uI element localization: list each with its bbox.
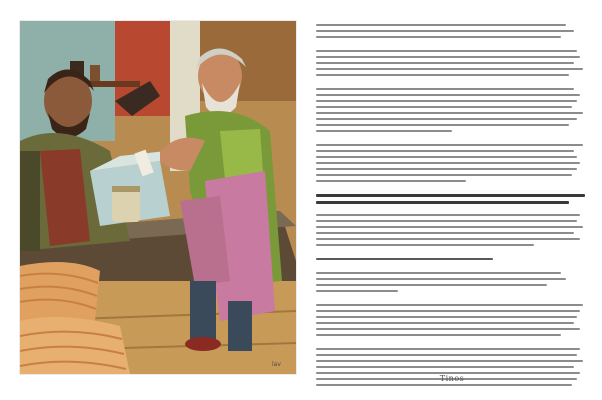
text-line (316, 50, 577, 52)
text-line (316, 232, 574, 234)
paragraph (316, 348, 588, 390)
text-line (316, 174, 572, 176)
illustration-drawing (20, 21, 296, 374)
text-line (316, 284, 547, 286)
illustration-corner-mark: lav (272, 361, 281, 368)
paragraph (316, 24, 588, 42)
text-line (316, 348, 580, 350)
paragraph (316, 272, 588, 296)
text-line (316, 272, 561, 274)
text-line (316, 194, 585, 197)
text-line (316, 36, 561, 38)
text-line (316, 180, 466, 182)
text-line (316, 238, 580, 240)
illustration (20, 21, 296, 374)
text-line (316, 322, 574, 324)
text-line (316, 124, 569, 126)
paragraph (316, 144, 588, 186)
text-line (316, 226, 583, 228)
page-footer: Tinos (439, 374, 465, 383)
text-line (316, 366, 574, 368)
text-line (316, 354, 577, 356)
text-line (316, 88, 574, 90)
text-line (316, 162, 580, 164)
paragraph (316, 194, 588, 208)
text-line (316, 100, 577, 102)
text-line (316, 24, 566, 26)
text-line (316, 150, 574, 152)
text-line (316, 290, 398, 292)
paragraph (316, 258, 588, 264)
text-line (316, 68, 583, 70)
text-line (316, 62, 574, 64)
text-line (316, 244, 534, 246)
text-line (316, 360, 583, 362)
text-line (316, 220, 577, 222)
text-line (316, 214, 580, 216)
text-line (316, 106, 572, 108)
text-line (316, 112, 583, 114)
text-page (316, 20, 588, 382)
text-line (316, 334, 561, 336)
text-line (316, 258, 493, 260)
text-line (316, 384, 572, 386)
text-line (316, 94, 580, 96)
text-line (316, 30, 574, 32)
text-line (316, 328, 580, 330)
text-line (316, 304, 583, 306)
text-line (316, 156, 577, 158)
text-line (316, 278, 566, 280)
text-line (316, 56, 580, 58)
text-line (316, 118, 577, 120)
paragraph (316, 88, 588, 136)
text-line (316, 130, 452, 132)
text-line (316, 201, 569, 204)
paragraph (316, 50, 588, 80)
text-line (316, 74, 569, 76)
paragraph (316, 304, 588, 340)
text-line (316, 168, 577, 170)
text-line (316, 316, 577, 318)
paragraph (316, 214, 588, 250)
text-line (316, 144, 583, 146)
text-line (316, 310, 580, 312)
